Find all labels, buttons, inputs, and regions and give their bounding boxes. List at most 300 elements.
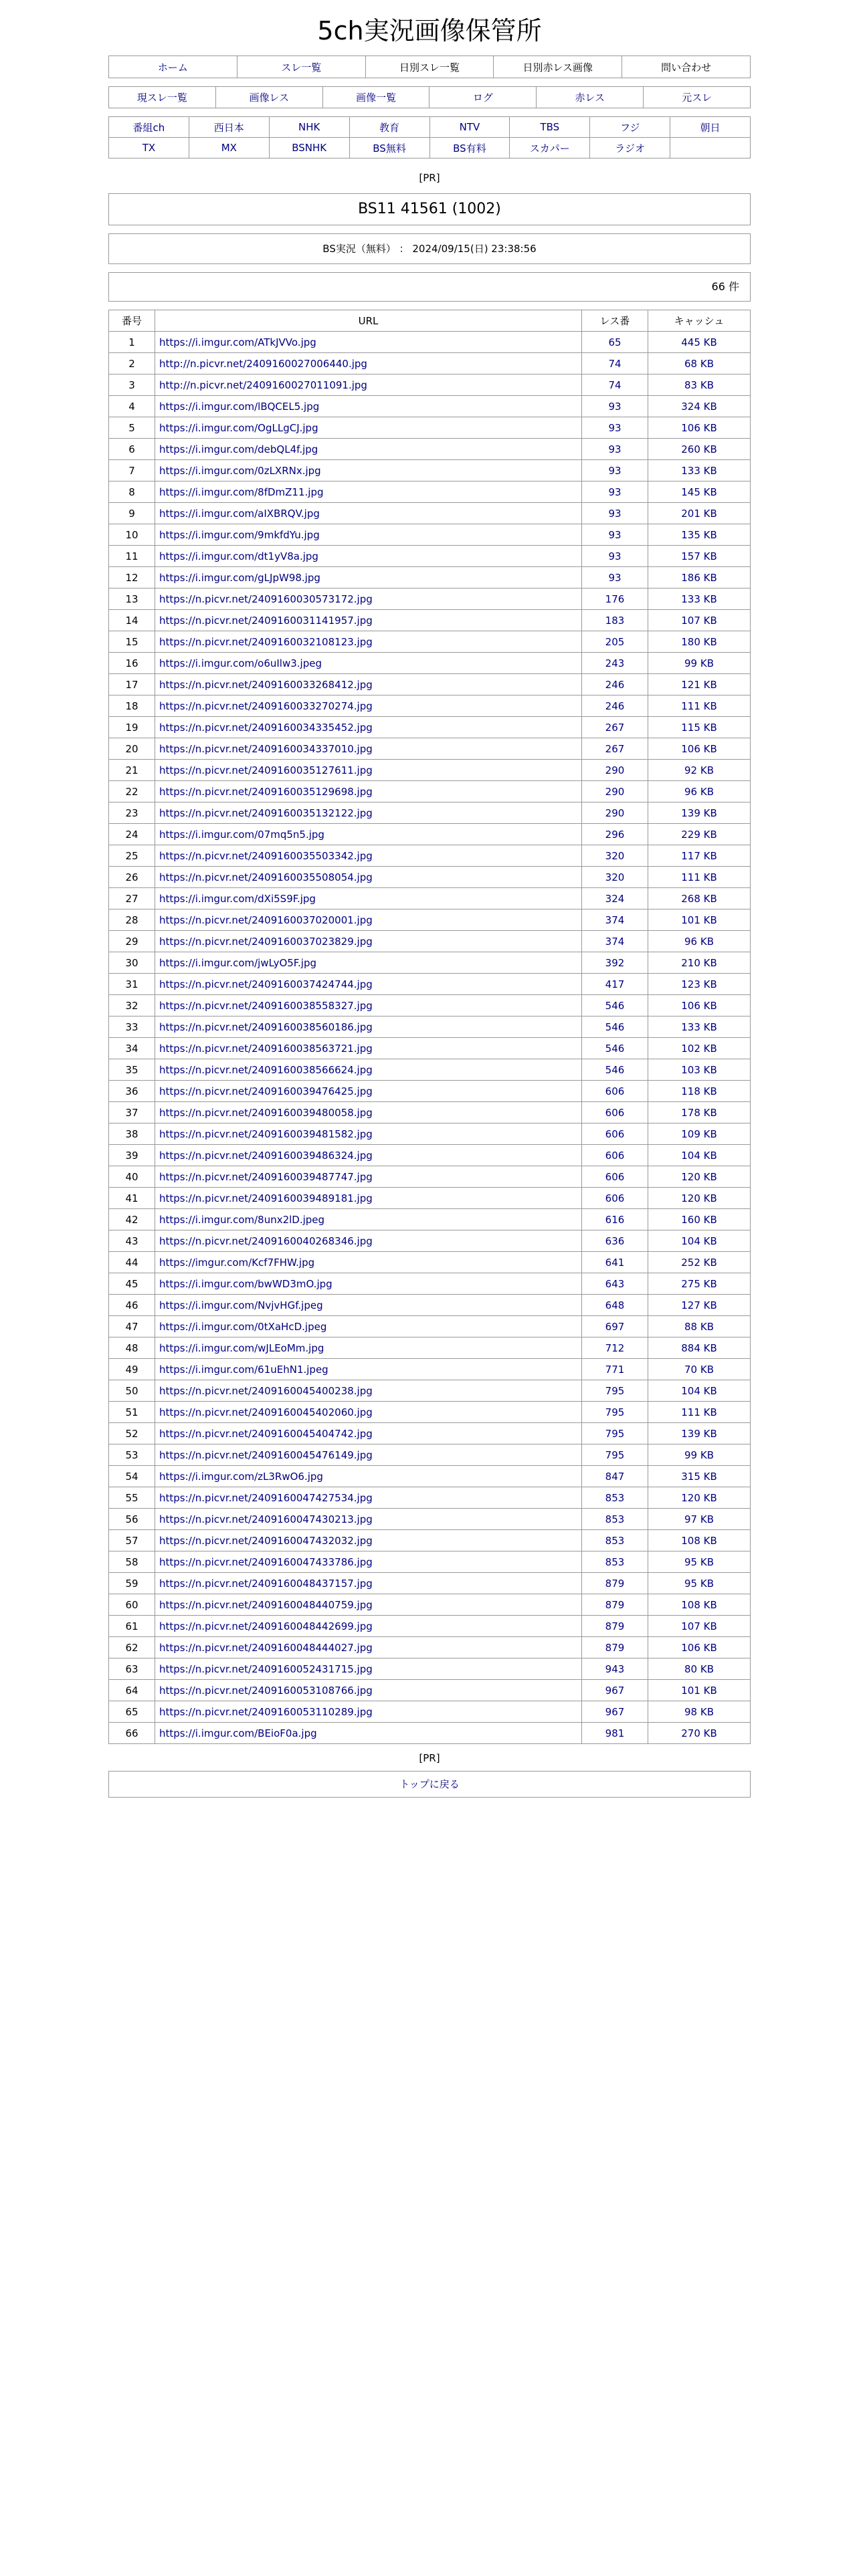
row-cache-link[interactable]: 70 KB <box>684 1363 714 1376</box>
row-cache-link[interactable]: 83 KB <box>684 379 714 391</box>
row-res-link[interactable]: 267 <box>605 742 625 755</box>
row-cell <box>109 374 155 396</box>
row-res-link[interactable]: 324 <box>605 892 625 905</box>
row-cell <box>582 1487 648 1509</box>
row-cache-link[interactable]: 145 KB <box>681 486 717 498</box>
row-cache-link[interactable]: 315 KB <box>681 1470 717 1483</box>
row-cache-link[interactable]: 106 KB <box>681 421 717 434</box>
row-cache-link[interactable]: 106 KB <box>681 1641 717 1654</box>
row-cache-link[interactable]: 229 KB <box>681 828 717 841</box>
channel-link-bsnhk[interactable]: BSNHK <box>292 142 327 154</box>
row-url-link[interactable]: https://n.picvr.net/2409160035127611.jpg <box>159 764 373 776</box>
row-cache-link[interactable]: 104 KB <box>681 1149 717 1162</box>
row-res-link[interactable]: 606 <box>605 1106 625 1119</box>
row-cache-link[interactable]: 104 KB <box>681 1235 717 1247</box>
row-res-link[interactable]: 296 <box>605 828 625 841</box>
row-url-link[interactable]: https://n.picvr.net/2409160052431715.jpg <box>159 1662 373 1675</box>
row-res-link[interactable]: 648 <box>605 1299 625 1311</box>
row-cell <box>582 567 648 588</box>
table-row <box>109 396 751 417</box>
row-cache-link[interactable]: 133 KB <box>681 1021 717 1033</box>
row-cell <box>109 1530 155 1551</box>
row-cell <box>109 460 155 481</box>
row-cell <box>582 1252 648 1273</box>
row-url-link[interactable]: https://n.picvr.net/2409160048444027.jpg <box>159 1641 373 1654</box>
row-res-link[interactable]: 74 <box>608 379 622 391</box>
channel-link-bs-free[interactable]: BS無料 <box>373 142 406 154</box>
row-cell <box>648 503 751 524</box>
row-res-link[interactable]: 93 <box>608 550 622 562</box>
row-res-link[interactable]: 546 <box>605 999 625 1012</box>
row-cell <box>648 1380 751 1402</box>
channel-link-fuji[interactable]: フジ <box>619 121 640 134</box>
row-url-link[interactable]: https://n.picvr.net/2409160047432032.jpg <box>159 1534 373 1547</box>
row-cell <box>648 1123 751 1145</box>
row-cell <box>109 974 155 995</box>
row-res-link[interactable]: 93 <box>608 421 622 434</box>
row-url-link[interactable]: https://n.picvr.net/2409160047430213.jpg <box>159 1513 373 1525</box>
row-res-link[interactable]: 606 <box>605 1085 625 1097</box>
row-res-link[interactable]: 546 <box>605 1021 625 1033</box>
nav-contact-current: 問い合わせ <box>661 61 712 74</box>
row-url-link[interactable]: https://i.imgur.com/ATkJVVo.jpg <box>159 336 316 348</box>
row-cache-link[interactable]: 157 KB <box>681 550 717 562</box>
row-res-link[interactable]: 847 <box>605 1470 625 1483</box>
row-cache-link[interactable]: 275 KB <box>681 1277 717 1290</box>
table-row <box>109 1273 751 1295</box>
channel-link-kyoiku[interactable]: 教育 <box>379 121 400 134</box>
result-count: 66 件 <box>108 272 751 302</box>
row-res-link[interactable]: 879 <box>605 1620 625 1632</box>
channel-link-skyperfect[interactable]: スカパー <box>529 142 570 154</box>
row-url-link[interactable]: https://n.picvr.net/2409160034335452.jpg <box>159 721 373 734</box>
row-res-link[interactable]: 290 <box>605 785 625 798</box>
row-url-link[interactable]: https://n.picvr.net/2409160038563721.jpg <box>159 1042 373 1055</box>
row-cache-link[interactable]: 109 KB <box>681 1128 717 1140</box>
row-url-link[interactable]: https://n.picvr.net/2409160037023829.jpg <box>159 935 373 948</box>
row-url-link[interactable]: https://n.picvr.net/2409160040268346.jpg <box>159 1235 373 1247</box>
row-cache-link[interactable]: 98 KB <box>684 1705 714 1718</box>
row-url-link[interactable]: https://i.imgur.com/aIXBRQV.jpg <box>159 507 320 520</box>
row-cell <box>109 1487 155 1509</box>
row-cache-link[interactable]: 102 KB <box>681 1042 717 1055</box>
row-cell <box>582 760 648 781</box>
row-url-link[interactable]: https://n.picvr.net/2409160053110289.jpg <box>159 1705 373 1718</box>
row-res-link[interactable]: 967 <box>605 1705 625 1718</box>
row-url-link[interactable]: https://n.picvr.net/2409160045404742.jpg <box>159 1427 373 1440</box>
row-res-link[interactable]: 771 <box>605 1363 625 1376</box>
row-cell <box>648 1701 751 1723</box>
row-cell <box>155 524 582 546</box>
row-url-link[interactable]: https://n.picvr.net/2409160045402060.jpg <box>159 1406 373 1418</box>
row-number: 64 <box>125 1684 138 1697</box>
row-res-link[interactable]: 967 <box>605 1684 625 1697</box>
row-url-link[interactable]: https://i.imgur.com/8unx2lD.jpeg <box>159 1213 325 1226</box>
row-url-link[interactable]: https://n.picvr.net/2409160037020001.jpg <box>159 914 373 926</box>
table-row <box>109 1016 751 1038</box>
row-number: 59 <box>125 1577 138 1590</box>
row-res-link[interactable]: 374 <box>605 935 625 948</box>
row-url-link[interactable]: https://n.picvr.net/2409160039489181.jpg <box>159 1192 373 1204</box>
row-cell <box>155 1701 582 1723</box>
row-res-link[interactable]: 267 <box>605 721 625 734</box>
row-cache-link[interactable]: 108 KB <box>681 1598 717 1611</box>
row-cell <box>582 802 648 824</box>
row-url-link[interactable]: https://i.imgur.com/jwLyO5F.jpg <box>159 956 316 969</box>
row-number: 65 <box>125 1705 138 1718</box>
row-url-link[interactable]: https://n.picvr.net/2409160032108123.jpg <box>159 635 373 648</box>
row-res-link[interactable]: 93 <box>608 486 622 498</box>
row-res-link[interactable]: 853 <box>605 1555 625 1568</box>
row-cell <box>155 1637 582 1658</box>
row-cell <box>109 760 155 781</box>
row-url-link[interactable]: https://n.picvr.net/2409160033268412.jpg <box>159 678 373 691</box>
nav-red-res-link[interactable]: 赤レス <box>575 92 605 104</box>
row-cache-link[interactable]: 101 KB <box>681 1684 717 1697</box>
row-res-link[interactable]: 879 <box>605 1577 625 1590</box>
table-row <box>109 1509 751 1530</box>
row-url-link[interactable]: https://i.imgur.com/8fDmZ11.jpg <box>159 486 324 498</box>
row-url-link[interactable]: https://i.imgur.com/zL3RwO6.jpg <box>159 1470 323 1483</box>
row-cell <box>155 695 582 717</box>
row-res-link[interactable]: 93 <box>608 464 622 477</box>
row-url-link[interactable]: https://n.picvr.net/2409160039476425.jpg <box>159 1085 373 1097</box>
row-number: 45 <box>125 1277 138 1290</box>
row-res-link[interactable]: 320 <box>605 871 625 883</box>
row-cell <box>648 1166 751 1188</box>
row-url-link[interactable]: https://n.picvr.net/2409160033270274.jpg <box>159 700 373 712</box>
row-cell <box>109 1509 155 1530</box>
channel-link-tbs[interactable]: TBS <box>540 121 560 134</box>
row-cell <box>648 1723 751 1744</box>
row-cache-link[interactable]: 111 KB <box>681 700 717 712</box>
row-res-link[interactable]: 795 <box>605 1448 625 1461</box>
row-cache-link[interactable]: 106 KB <box>681 999 717 1012</box>
row-res-link[interactable]: 65 <box>608 336 622 348</box>
row-res-link[interactable]: 93 <box>608 507 622 520</box>
row-url-link[interactable]: https://i.imgur.com/debQL4f.jpg <box>159 443 318 455</box>
row-number: 44 <box>125 1256 138 1269</box>
row-cache-link[interactable]: 120 KB <box>681 1170 717 1183</box>
nav-image-res-link[interactable]: 画像レス <box>249 92 290 104</box>
row-res-link[interactable]: 981 <box>605 1727 625 1739</box>
row-cache-link[interactable]: 270 KB <box>681 1727 717 1739</box>
row-cell <box>648 1209 751 1230</box>
row-url-link[interactable]: https://n.picvr.net/2409160045476149.jpg <box>159 1448 373 1461</box>
row-cell <box>155 1594 582 1616</box>
row-cell <box>648 1637 751 1658</box>
row-cache-link[interactable]: 95 KB <box>684 1555 714 1568</box>
row-url-link[interactable]: https://n.picvr.net/2409160053108766.jpg <box>159 1684 373 1697</box>
row-cache-link[interactable]: 210 KB <box>681 956 717 969</box>
row-url-link[interactable]: https://i.imgur.com/0zLXRNx.jpg <box>159 464 321 477</box>
row-cache-link[interactable]: 252 KB <box>681 1256 717 1269</box>
row-cell <box>648 1423 751 1444</box>
row-res-link[interactable]: 546 <box>605 1042 625 1055</box>
row-cache-link[interactable]: 108 KB <box>681 1534 717 1547</box>
row-cache-link[interactable]: 127 KB <box>681 1299 717 1311</box>
row-cache-link[interactable]: 107 KB <box>681 614 717 627</box>
row-url-link[interactable]: https://n.picvr.net/2409160035129698.jpg <box>159 785 373 798</box>
row-url-link[interactable]: https://i.imgur.com/OgLLgCJ.jpg <box>159 421 318 434</box>
row-url-link[interactable]: https://n.picvr.net/2409160038558327.jpg <box>159 999 373 1012</box>
row-url-link[interactable]: https://i.imgur.com/61uEhN1.jpeg <box>159 1363 328 1376</box>
row-url-link[interactable]: https://i.imgur.com/NvjvHGf.jpeg <box>159 1299 323 1311</box>
row-cache-link[interactable]: 139 KB <box>681 1427 717 1440</box>
row-cache-link[interactable]: 118 KB <box>681 1085 717 1097</box>
row-res-link[interactable]: 93 <box>608 571 622 584</box>
row-number: 19 <box>125 721 138 734</box>
row-cache-link[interactable]: 268 KB <box>681 892 717 905</box>
row-url-link[interactable]: https://i.imgur.com/9mkfdYu.jpg <box>159 528 320 541</box>
channel-link-nhk[interactable]: NHK <box>298 121 320 134</box>
row-cache-link[interactable]: 92 KB <box>684 764 714 776</box>
row-url-link[interactable]: http://n.picvr.net/2409160027011091.jpg <box>159 379 367 391</box>
row-cache-link[interactable]: 180 KB <box>681 635 717 648</box>
row-number: 17 <box>125 678 138 691</box>
row-url-link[interactable]: https://n.picvr.net/2409160034337010.jpg <box>159 742 373 755</box>
row-cell <box>648 845 751 867</box>
row-cell <box>109 845 155 867</box>
row-url-link[interactable]: https://n.picvr.net/2409160039487747.jpg <box>159 1170 373 1183</box>
row-url-link[interactable]: https://n.picvr.net/2409160048440759.jpg <box>159 1598 373 1611</box>
row-res-link[interactable]: 93 <box>608 400 622 413</box>
row-url-link[interactable]: https://i.imgur.com/dXi5S9F.jpg <box>159 892 316 905</box>
row-url-link[interactable]: https://n.picvr.net/2409160035132122.jpg <box>159 807 373 819</box>
row-res-link[interactable]: 853 <box>605 1534 625 1547</box>
nav-current-threads-link[interactable]: 現スレ一覧 <box>136 92 187 104</box>
row-cache-link[interactable]: 97 KB <box>684 1513 714 1525</box>
channel-link-ntv[interactable]: NTV <box>459 121 480 134</box>
row-res-link[interactable]: 616 <box>605 1213 625 1226</box>
row-url-link[interactable]: https://n.picvr.net/2409160038566624.jpg <box>159 1063 373 1076</box>
table-row <box>109 1123 751 1145</box>
row-url-link[interactable]: https://i.imgur.com/gLJpW98.jpg <box>159 571 320 584</box>
row-cell <box>582 781 648 802</box>
row-url-link[interactable]: https://i.imgur.com/dt1yV8a.jpg <box>159 550 318 562</box>
row-res-link[interactable]: 290 <box>605 764 625 776</box>
nav-daily-red-images-cell <box>494 56 622 78</box>
row-url-link[interactable]: https://n.picvr.net/2409160031141957.jpg <box>159 614 373 627</box>
row-cell <box>109 1123 155 1145</box>
row-cache-link[interactable]: 884 KB <box>681 1341 717 1354</box>
row-url-link[interactable]: https://imgur.com/Kcf7FHW.jpg <box>159 1256 315 1269</box>
header-cache: キャッシュ <box>648 310 751 332</box>
row-url-link[interactable]: https://n.picvr.net/2409160035508054.jpg <box>159 871 373 883</box>
row-url-link[interactable]: https://i.imgur.com/o6uIlw3.jpeg <box>159 657 322 669</box>
row-cache-link[interactable]: 80 KB <box>684 1662 714 1675</box>
row-cache-link[interactable]: 96 KB <box>684 785 714 798</box>
row-cache-link[interactable]: 121 KB <box>681 678 717 691</box>
row-cell <box>109 588 155 610</box>
row-url-link[interactable]: https://n.picvr.net/2409160037424744.jpg <box>159 978 373 990</box>
row-cache-link[interactable]: 120 KB <box>681 1491 717 1504</box>
row-cache-link[interactable]: 133 KB <box>681 593 717 605</box>
row-url-link[interactable]: https://n.picvr.net/2409160039480058.jpg <box>159 1106 373 1119</box>
channel-link-bangumi[interactable]: 番組ch <box>132 121 165 134</box>
table-row <box>109 374 751 396</box>
row-cell <box>648 588 751 610</box>
row-cache-link[interactable]: 106 KB <box>681 742 717 755</box>
row-cell <box>155 1359 582 1380</box>
row-res-link[interactable]: 246 <box>605 700 625 712</box>
row-cache-link[interactable]: 104 KB <box>681 1384 717 1397</box>
row-res-link[interactable]: 93 <box>608 528 622 541</box>
row-url-link[interactable]: https://i.imgur.com/bwWD3mO.jpg <box>159 1277 332 1290</box>
row-number: 13 <box>125 593 138 605</box>
table-row <box>109 781 751 802</box>
row-cache-link[interactable]: 99 KB <box>684 1448 714 1461</box>
row-cache-link[interactable]: 96 KB <box>684 935 714 948</box>
channel-link-mx[interactable]: MX <box>221 142 237 154</box>
row-res-link[interactable]: 795 <box>605 1427 625 1440</box>
row-url-link[interactable]: https://n.picvr.net/2409160047433786.jpg <box>159 1555 373 1568</box>
row-res-link[interactable]: 606 <box>605 1170 625 1183</box>
row-cache-link[interactable]: 139 KB <box>681 807 717 819</box>
channel-cell <box>269 138 349 158</box>
nav-original-thread-link[interactable]: 元スレ <box>682 92 712 104</box>
row-cell <box>109 738 155 760</box>
row-url-link[interactable]: https://n.picvr.net/2409160030573172.jpg <box>159 593 373 605</box>
row-res-link[interactable]: 183 <box>605 614 625 627</box>
row-cache-link[interactable]: 260 KB <box>681 443 717 455</box>
row-res-link[interactable]: 795 <box>605 1406 625 1418</box>
row-res-link[interactable]: 697 <box>605 1320 625 1333</box>
row-url-link[interactable]: https://i.imgur.com/07mq5n5.jpg <box>159 828 324 841</box>
row-res-link[interactable]: 606 <box>605 1128 625 1140</box>
nav-image-list-link[interactable]: 画像一覧 <box>356 92 397 104</box>
row-res-link[interactable]: 795 <box>605 1384 625 1397</box>
row-cell <box>582 503 648 524</box>
row-cache-link[interactable]: 120 KB <box>681 1192 717 1204</box>
row-cache-link[interactable]: 123 KB <box>681 978 717 990</box>
row-res-link[interactable]: 374 <box>605 914 625 926</box>
row-res-link[interactable]: 320 <box>605 849 625 862</box>
row-number: 16 <box>125 657 138 669</box>
row-cell <box>109 1316 155 1337</box>
nav-thread-list-link[interactable]: スレ一覧 <box>281 61 322 74</box>
row-url-link[interactable]: https://i.imgur.com/wJLEoMm.jpg <box>159 1341 324 1354</box>
row-url-link[interactable]: https://i.imgur.com/0tXaHcD.jpeg <box>159 1320 327 1333</box>
row-res-link[interactable]: 546 <box>605 1063 625 1076</box>
row-number: 56 <box>125 1513 138 1525</box>
row-res-link[interactable]: 606 <box>605 1192 625 1204</box>
row-cache-link[interactable]: 186 KB <box>681 571 717 584</box>
nav-home-link[interactable]: ホーム <box>157 61 188 74</box>
table-row <box>109 1102 751 1123</box>
row-res-link[interactable]: 246 <box>605 678 625 691</box>
row-url-link[interactable]: https://n.picvr.net/2409160045400238.jpg <box>159 1384 373 1397</box>
row-cell <box>582 1444 648 1466</box>
row-res-link[interactable]: 643 <box>605 1277 625 1290</box>
row-cache-link[interactable]: 201 KB <box>681 507 717 520</box>
row-cache-link[interactable]: 103 KB <box>681 1063 717 1076</box>
back-to-top-box <box>108 1771 751 1798</box>
row-res-link[interactable]: 853 <box>605 1513 625 1525</box>
row-res-link[interactable]: 392 <box>605 956 625 969</box>
row-res-link[interactable]: 853 <box>605 1491 625 1504</box>
row-cell <box>155 1487 582 1509</box>
row-cache-link[interactable]: 107 KB <box>681 1620 717 1632</box>
row-cell <box>109 1701 155 1723</box>
row-cache-link[interactable]: 160 KB <box>681 1213 717 1226</box>
back-to-top-link[interactable]: トップに戻る <box>399 1778 460 1791</box>
nav-log-link[interactable]: ログ <box>472 92 493 104</box>
row-url-link[interactable]: https://i.imgur.com/lBQCEL5.jpg <box>159 400 320 413</box>
row-res-link[interactable]: 93 <box>608 443 622 455</box>
table-row <box>109 738 751 760</box>
row-url-link[interactable]: https://n.picvr.net/2409160048442699.jpg <box>159 1620 373 1632</box>
row-cache-link[interactable]: 99 KB <box>684 657 714 669</box>
row-res-link[interactable]: 243 <box>605 657 625 669</box>
row-number: 24 <box>125 828 138 841</box>
row-url-link[interactable]: https://n.picvr.net/2409160039481582.jpg <box>159 1128 373 1140</box>
row-cache-link[interactable]: 88 KB <box>684 1320 714 1333</box>
row-res-link[interactable]: 290 <box>605 807 625 819</box>
row-cache-link[interactable]: 111 KB <box>681 1406 717 1418</box>
table-row <box>109 417 751 439</box>
row-url-link[interactable]: https://i.imgur.com/BEioF0a.jpg <box>159 1727 317 1739</box>
channel-link-tx[interactable]: TX <box>142 142 156 154</box>
row-cache-link[interactable]: 68 KB <box>684 357 714 370</box>
row-res-link[interactable]: 943 <box>605 1662 625 1675</box>
row-res-link[interactable]: 176 <box>605 593 625 605</box>
row-url-link[interactable]: https://n.picvr.net/2409160039486324.jpg <box>159 1149 373 1162</box>
channel-link-asahi[interactable]: 朝日 <box>700 121 721 134</box>
row-cache-link[interactable]: 115 KB <box>681 721 717 734</box>
row-number: 58 <box>125 1555 138 1568</box>
row-cache-link[interactable]: 324 KB <box>681 400 717 413</box>
row-number: 43 <box>125 1235 138 1247</box>
row-url-link[interactable]: https://n.picvr.net/2409160038560186.jpg <box>159 1021 373 1033</box>
row-cache-link[interactable]: 101 KB <box>681 914 717 926</box>
row-url-link[interactable]: https://n.picvr.net/2409160035503342.jpg <box>159 849 373 862</box>
row-cache-link[interactable]: 135 KB <box>681 528 717 541</box>
row-url-link[interactable]: https://n.picvr.net/2409160047427534.jpg <box>159 1491 373 1504</box>
row-cache-link[interactable]: 111 KB <box>681 871 717 883</box>
channel-link-nishinihon[interactable]: 西日本 <box>213 121 244 134</box>
nav-image-res-cell <box>215 87 322 108</box>
row-cache-link[interactable]: 133 KB <box>681 464 717 477</box>
channel-cell <box>349 117 430 138</box>
row-cell <box>155 1466 582 1487</box>
row-cell <box>648 867 751 888</box>
row-cache-link[interactable]: 117 KB <box>681 849 717 862</box>
table-row <box>109 909 751 931</box>
channel-link-radio[interactable]: ラジオ <box>615 142 646 154</box>
channel-link-bs-paid[interactable]: BS有料 <box>453 142 486 154</box>
row-res-link[interactable]: 74 <box>608 357 622 370</box>
row-url-link[interactable]: https://n.picvr.net/2409160048437157.jpg <box>159 1577 373 1590</box>
row-res-link[interactable]: 712 <box>605 1341 625 1354</box>
row-cell <box>155 952 582 974</box>
row-res-link[interactable]: 879 <box>605 1641 625 1654</box>
row-res-link[interactable]: 205 <box>605 635 625 648</box>
row-res-link[interactable]: 879 <box>605 1598 625 1611</box>
row-cell <box>582 695 648 717</box>
row-res-link[interactable]: 636 <box>605 1235 625 1247</box>
row-cache-link[interactable]: 178 KB <box>681 1106 717 1119</box>
row-cell <box>109 1466 155 1487</box>
row-url-link[interactable]: http://n.picvr.net/2409160027006440.jpg <box>159 357 367 370</box>
row-cache-link[interactable]: 445 KB <box>681 336 717 348</box>
nav-daily-thread-list-current: 日別スレ一覧 <box>399 61 460 74</box>
row-res-link[interactable]: 606 <box>605 1149 625 1162</box>
row-res-link[interactable]: 641 <box>605 1256 625 1269</box>
row-res-link[interactable]: 417 <box>605 978 625 990</box>
row-cache-link[interactable]: 95 KB <box>684 1577 714 1590</box>
channel-cell <box>109 138 189 158</box>
